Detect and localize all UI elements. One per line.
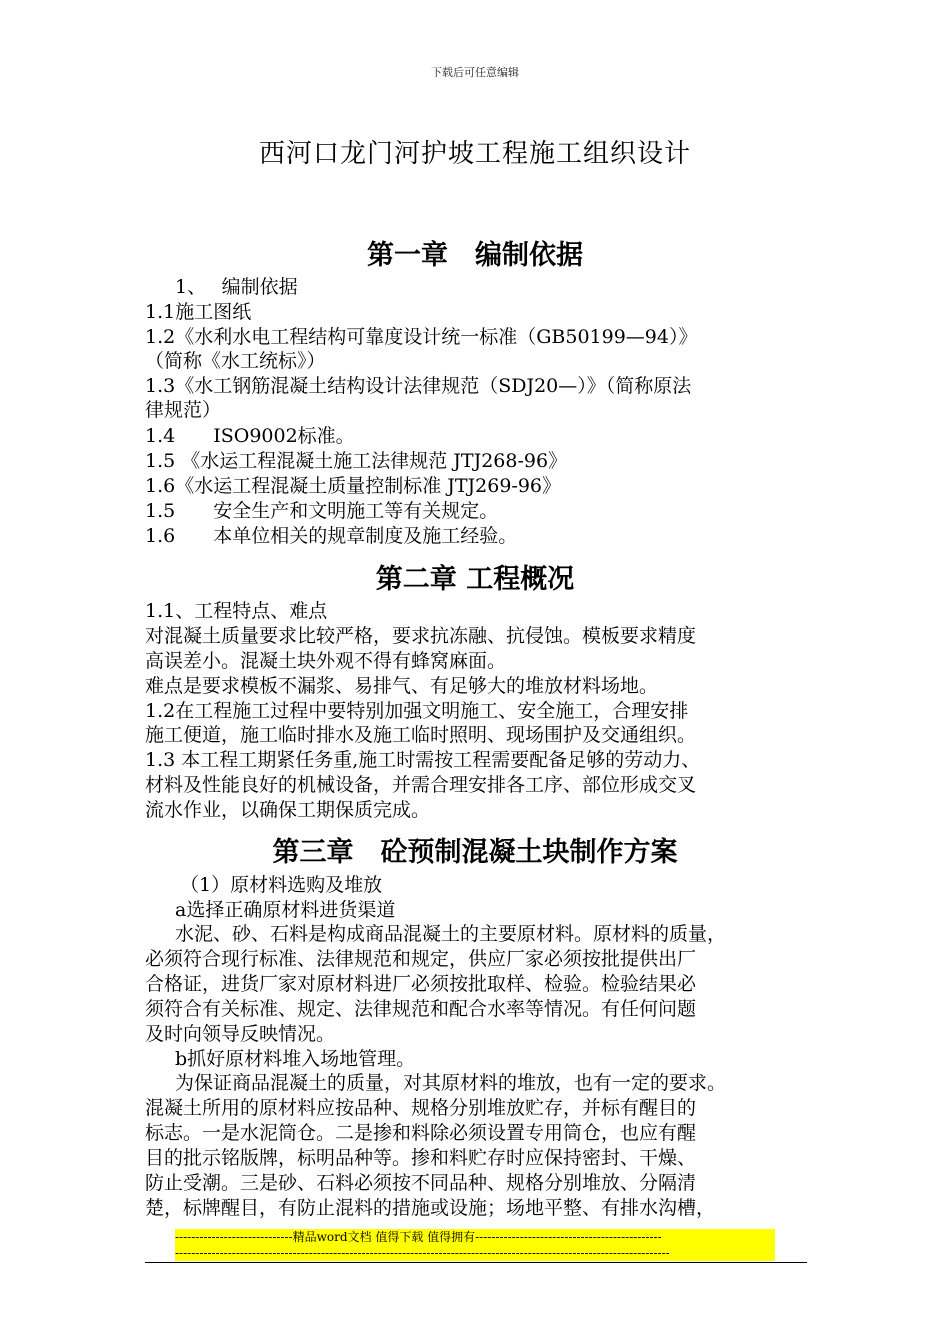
chapter-2-line: 1.1、工程特点、难点 [145,600,328,622]
chapter-1-line: 1.6《水运工程混凝土质量控制标准 JTJ269-96》 [145,475,562,497]
chapter-1-line: 1.5 安全生产和文明施工等有关规定。 [145,500,499,522]
chapter-1-line: 1.1施工图纸 [145,301,252,323]
chapter-3-line: （1）原材料选购及堆放 [180,874,383,896]
chapter-2-line: 材料及性能良好的机械设备，并需合理安排各工序、部位形成交叉 [145,774,697,796]
chapter-3-line: b抓好原材料堆入场地管理。 [175,1048,416,1070]
document-title: 西河口龙门河护坡工程施工组织设计 [258,139,691,169]
chapter-2-line: 难点是要求模板不漏浆、易排气、有足够大的堆放材料场地。 [145,675,659,697]
footer-banner-line-2: -------------------------------------------------------------------------------------------------------------------------- [175,1245,775,1261]
chapter-1-heading: 第一章 编制依据 [367,240,583,271]
chapter-1-line: 1、 编制依据 [175,276,298,298]
chapter-2-line: 施工便道，施工临时排水及施工临时照明、现场围护及交通组织。 [145,724,697,746]
chapter-1-line: （简称《水工统标》） [145,350,326,372]
chapter-1-line: 1.5 《水运工程混凝土施工法律规范 JTJ268-96》 [145,450,568,472]
chapter-1-line: 律规范） [145,399,222,421]
chapter-2-line: 1.2在工程施工过程中要特别加强文明施工、安全施工，合理安排 [145,700,689,722]
chapter-3-line: 混凝土所用的原材料应按品种、规格分别堆放贮存，并标有醒目的 [145,1097,697,1119]
chapter-3-line: 必须符合现行标准、法律规范和规定，供应厂家必须按批提供出厂 [145,948,697,970]
chapter-3-heading: 第三章 砼预制混凝土块制作方案 [272,837,678,868]
chapter-1-line: 1.6 本单位相关的规章制度及施工经验。 [145,525,518,547]
chapter-2-line: 对混凝土质量要求比较严格，要求抗冻融、抗侵蚀。模板要求精度 [145,625,697,647]
chapter-2-line: 高误差小。混凝土块外观不得有蜂窝麻面。 [145,650,507,672]
chapter-3-line: 楚，标牌醒目，有防止混料的措施或设施；场地平整、有排水沟槽， [145,1197,716,1219]
chapter-2-heading: 第二章 工程概况 [375,564,575,595]
chapter-3-line: 合格证，进货厂家对原材料进厂必须按批取样、检验。检验结果必 [145,973,697,995]
header-note: 下载后可任意编辑 [431,66,519,79]
footer-banner-line-1: -----------------------------精品word文档 值得下载 值得拥有---------------------------------------------- [175,1229,775,1245]
chapter-3-line: 水泥、砂、石料是构成商品混凝土的主要原材料。原材料的质量， [175,923,727,945]
chapter-2-line: 流水作业，以确保工期保质完成。 [145,799,431,821]
chapter-3-line: a选择正确原材料进货渠道 [175,899,396,921]
chapter-1-line: 1.3《水工钢筋混凝土结构设计法律规范（SDJ20—）》（简称原法 [145,375,692,397]
chapter-3-line: 为保证商品混凝土的质量，对其原材料的堆放，也有一定的要求。 [175,1072,727,1094]
chapter-2-line: 1.3 本工程工期紧任务重,施工时需按工程需要配备足够的劳动力、 [145,749,701,771]
chapter-1-line: 1.4 ISO9002标准。 [145,425,355,447]
chapter-3-line: 目的批示铭版牌，标明品种等。掺和料贮存时应保持密封、干燥、 [145,1147,697,1169]
chapter-3-line: 须符合有关标准、规定、法律规范和配合水率等情况。有任何问题 [145,998,697,1020]
chapter-3-line: 防止受潮。三是砂、石料必须按不同品种、规格分别堆放、分隔清 [145,1172,697,1194]
footer-divider [145,1262,807,1263]
chapter-1-line: 1.2《水利水电工程结构可靠度设计统一标准（GB50199—94）》 [145,326,698,348]
chapter-3-line: 标志。一是水泥筒仓。二是掺和料除必须设置专用筒仓，也应有醒 [145,1122,697,1144]
chapter-3-line: 及时向领导反映情况。 [145,1023,336,1045]
